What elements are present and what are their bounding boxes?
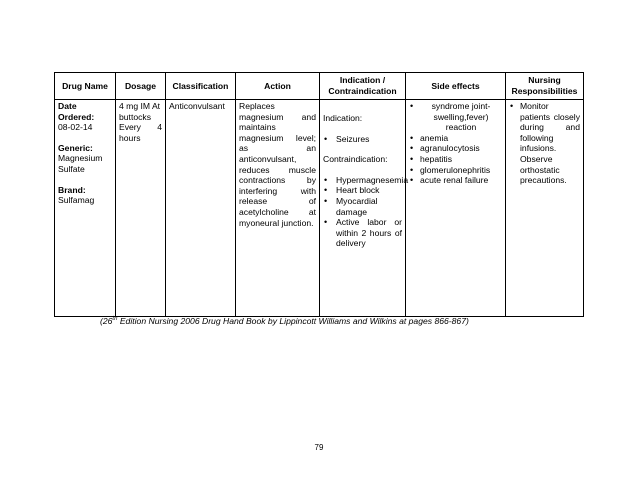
citation-post: Edition Nursing 2006 Drug Hand Book by Lippincott Williams and Wilkins at pages 866-867) — [117, 316, 469, 326]
dosage-frequency: Every 4 hours — [119, 122, 162, 143]
header-dosage: Dosage — [116, 73, 166, 100]
side-effects-cell — [406, 100, 506, 317]
header-indication: Indication / Contraindication — [320, 73, 406, 100]
list-item: • Hypermagnesemia — [323, 175, 402, 186]
page-number: 79 — [314, 443, 324, 452]
list-item: • syndrome joint-swelling,fever) reaction — [409, 101, 502, 133]
list-item: • Seizures — [323, 134, 402, 145]
indication-label: Indication: — [323, 113, 363, 123]
header-row — [55, 73, 584, 100]
side-effects-list — [409, 101, 502, 186]
nursing-list — [509, 101, 580, 186]
list-item: • Myocardial damage — [323, 196, 402, 217]
header-classification: Classification — [166, 73, 236, 100]
indication-cell — [320, 100, 409, 317]
dosage-cell — [116, 100, 166, 317]
citation — [100, 316, 560, 326]
list-item: • acute renal failure — [409, 175, 502, 186]
citation-pre: (26 — [100, 316, 113, 326]
header-nursing: Nursing Responsibilities — [506, 73, 584, 100]
generic-value: Magnesium Sulfate — [58, 153, 103, 174]
contraindication-list — [323, 174, 409, 249]
nursing-cell — [506, 100, 584, 317]
indication-list — [323, 134, 402, 145]
list-item: • hepatitis — [409, 154, 502, 165]
list-item: • Active labor or within 2 hours of delivery — [323, 217, 402, 249]
table-row — [55, 100, 584, 317]
contraindication-label: Contraindication: — [323, 154, 388, 165]
list-item: • anemia — [409, 133, 502, 144]
header-drug-name: Drug Name — [55, 73, 116, 100]
citation-sup: th — [112, 316, 118, 322]
dosage-route: 4 mg IM At buttocks — [119, 101, 161, 122]
drug-name-cell — [55, 100, 116, 317]
list-item: • glomerulonephritis — [409, 165, 502, 176]
list-item: • Heart block — [323, 185, 402, 196]
list-item: • Monitor patients closely during and following infusions. Observe orthostatic precautions. — [509, 101, 580, 186]
generic-label: Generic: — [58, 142, 93, 153]
brand-value: Sulfamag — [58, 195, 95, 206]
date-ordered-value: 08-02-14 — [58, 122, 93, 133]
header-side-effects: Side effects — [406, 73, 506, 100]
date-ordered-label: Date Ordered: — [58, 101, 95, 122]
action-cell: Replaces magnesium and maintains magnesium level; as an anticonvulsant, reduces muscle contractions by interfering with release of acetylcholine at myoneural junction. — [236, 100, 320, 317]
classification-cell: Anticonvulsant — [166, 100, 236, 317]
drug-table — [54, 72, 584, 317]
brand-label: Brand: — [58, 184, 86, 195]
list-item: • agranulocytosis — [409, 143, 502, 154]
header-action: Action — [236, 73, 320, 100]
